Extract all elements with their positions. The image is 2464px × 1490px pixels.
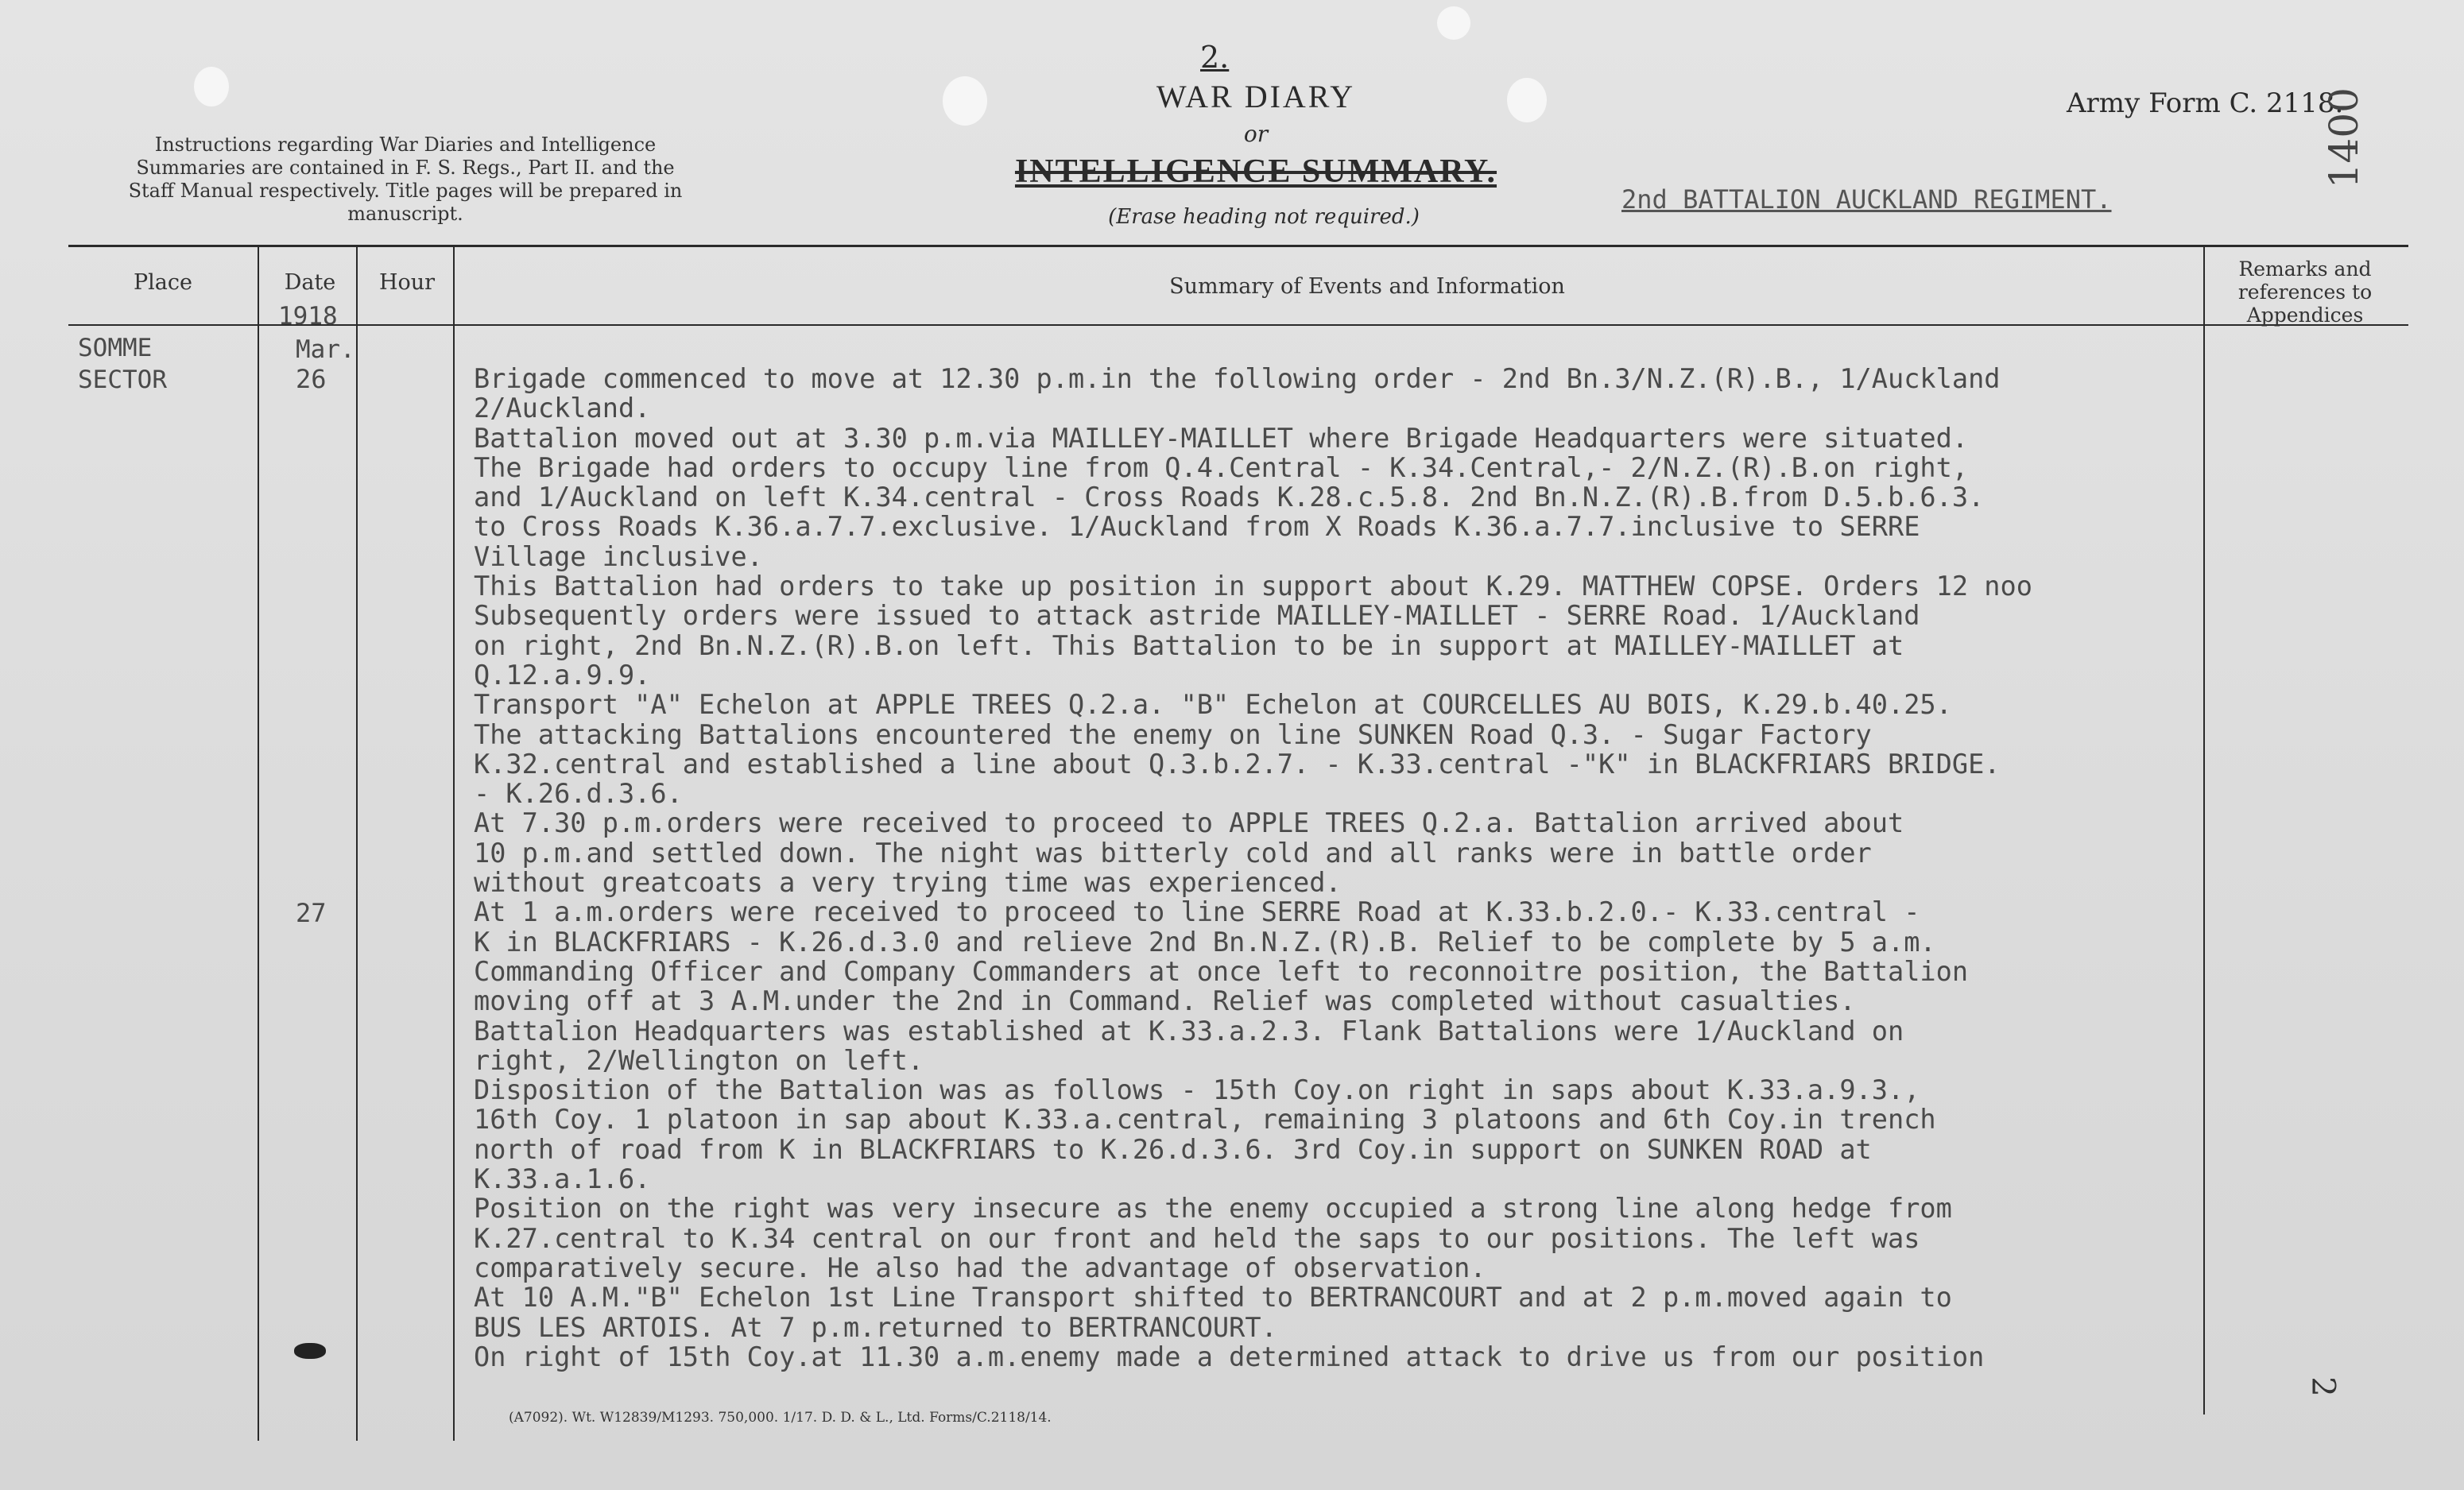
summary-line: BUS LES ARTOIS. At 7 p.m.returned to BERTRANCOURT. [474, 1311, 1277, 1343]
place-line: SOMME [78, 334, 153, 362]
punch-hole [943, 76, 987, 126]
summary-line: The Brigade had orders to occupy line from Q.4.Central - K.34.Central,- 2/N.Z.(R).B.on right, [474, 451, 1969, 483]
summary-line: 2/Auckland. [474, 393, 651, 424]
summary-line: 10 p.m.and settled down. The night was bitterly cold and all ranks were in battle order [474, 837, 1872, 869]
summary-line: At 1 a.m.orders were received to proceed to line SERRE Road at K.33.b.2.0.- K.33.central - [474, 896, 1920, 928]
summary-line: without greatcoats a very trying time was experienced. [474, 867, 1342, 899]
erase-note: (Erase heading not required.) [1108, 205, 1420, 229]
title-or: or [1243, 121, 1269, 147]
unit-name: 2nd BATTALION AUCKLAND REGIMENT. [1621, 184, 2112, 215]
summary-line: Commanding Officer and Company Commanders at once left to reconnoitre position, the Battalion [474, 955, 1969, 987]
summary-line: Battalion Headquarters was established at K.33.a.2.3. Flank Battalions were 1/Auckland on [474, 1015, 1904, 1047]
col-divider-place [258, 245, 259, 1441]
summary-line: Battalion moved out at 3.30 p.m.via MAILLEY-MAILLET where Brigade Headquarters were situated. [474, 422, 1969, 454]
summary-line: The attacking Battalions encountered the enemy on line SUNKEN Road Q.3. - Sugar Factory [474, 718, 1872, 750]
summary-line: comparatively secure. He also had the advantage of observation. [474, 1252, 1486, 1283]
col-header-remarks: Remarks and references to Appendices [2237, 257, 2373, 327]
col-header-summary: Summary of Events and Information [1169, 274, 1565, 299]
place-line: SECTOR [78, 366, 167, 394]
summary-line: Transport "A" Echelon at APPLE TREES Q.2.a. "B" Echelon at COURCELLES AU BOIS, K.29.b.40.25. [474, 689, 1952, 721]
summary-line: to Cross Roads K.36.a.7.7.exclusive. 1/Auckland from X Roads K.36.a.7.7.inclusive to SERRE [474, 511, 1920, 543]
col-divider-date [356, 245, 358, 1441]
instructions-text: Instructions regarding War Diaries and Intelligence Summaries are contained in F. S. Regs., Part II. and the Staff Manual respectively. Title pages will be prepared in manuscript. [128, 134, 683, 225]
ink-blot [294, 1343, 326, 1359]
date-year: 1918 [278, 302, 338, 331]
summary-line: moving off at 3 A.M.under the 2nd in Command. Relief was completed without casualties. [474, 985, 1856, 1017]
summary-line: Disposition of the Battalion was as follows - 15th Coy.on right in saps about K.33.a.9.3., [474, 1074, 1920, 1106]
summary-line: K.27.central to K.34 central on our front and held the saps to our positions. The left was [474, 1222, 1920, 1254]
summary-line: 16th Coy. 1 platoon in sap about K.33.a.central, remaining 3 platoons and 6th Coy.in trench [474, 1104, 1936, 1136]
summary-line: and 1/Auckland on left K.34.central - Cross Roads K.28.c.5.8. 2nd Bn.N.Z.(R).B.from D.5.b.6.3. [474, 482, 1985, 513]
table-top-rule [68, 245, 2408, 247]
summary-line: Subsequently orders were issued to attack astride MAILLEY-MAILLET - SERRE Road. 1/Auckland [474, 600, 1920, 632]
summary-line: right, 2/Wellington on left. [474, 1044, 924, 1076]
side-mark: 2 [2304, 1376, 2342, 1397]
punch-hole [194, 67, 229, 106]
intelligence-summary-title: INTELLIGENCE SUMMARY. [1014, 153, 1497, 190]
date-month: Mar. [296, 335, 355, 364]
summary-line: Position on the right was very insecure as the enemy occupied a strong line along hedge from [474, 1193, 1952, 1225]
summary-line: At 7.30 p.m.orders were received to proceed to APPLE TREES Q.2.a. Battalion arrived about [474, 807, 1904, 839]
summary-line: At 10 A.M."B" Echelon 1st Line Transport shifted to BERTRANCOURT and at 2 p.m.moved again to [474, 1282, 1952, 1314]
summary-line: K in BLACKFRIARS - K.26.d.3.0 and relieve 2nd Bn.N.Z.(R).B. Relief to be complete by 5 a.m. [474, 926, 1936, 958]
summary-line: north of road from K in BLACKFRIARS to K.26.d.3.6. 3rd Coy.in support on SUNKEN ROAD at [474, 1133, 1872, 1165]
summary-line: K.32.central and established a line about Q.3.b.2.7. - K.33.central -"K" in BLACKFRIARS BRIDGE. [474, 748, 2001, 780]
war-diary-title: WAR DIARY [1156, 79, 1356, 114]
punch-hole [1437, 6, 1470, 40]
summary-line: Village inclusive. [474, 540, 763, 572]
summary-line: on right, 2nd Bn.N.Z.(R).B.on left. This Battalion to be in support at MAILLEY-MAILLET at [474, 629, 1904, 661]
col-header-place: Place [134, 270, 192, 295]
date-day-27: 27 [296, 898, 327, 928]
summary-line: - K.26.d.3.6. [474, 778, 683, 810]
col-header-hour: Hour [378, 270, 436, 295]
col-header-date: Date [284, 270, 336, 295]
col-divider-hour [453, 245, 455, 1441]
summary-line: Brigade commenced to move at 12.30 p.m.in the following order - 2nd Bn.3/N.Z.(R).B., 1/Auckland [474, 363, 2001, 394]
summary-text [474, 364, 2254, 1372]
header-bottom-rule [68, 324, 2408, 326]
summary-line: This Battalion had orders to take up position in support about K.29. MATTHEW COPSE. Orders 12 noo [474, 571, 2032, 602]
summary-line: On right of 15th Coy.at 11.30 a.m.enemy made a determined attack to drive us from our position [474, 1341, 1985, 1372]
stamp-number: 1400 [2321, 87, 2367, 189]
page-number: 2. [1200, 40, 1230, 75]
army-form-label: Army Form C. 2118. [2067, 87, 2344, 119]
punch-hole [1507, 78, 1547, 122]
date-day-26: 26 [296, 364, 327, 394]
place-cell [78, 332, 167, 396]
summary-line: Q.12.a.9.9. [474, 659, 651, 691]
form-footer: (A7092). Wt. W12839/M1293. 750,000. 1/17. D. D. & L., Ltd. Forms/C.2118/14. [509, 1410, 1052, 1426]
summary-line: K.33.a.1.6. [474, 1163, 651, 1195]
